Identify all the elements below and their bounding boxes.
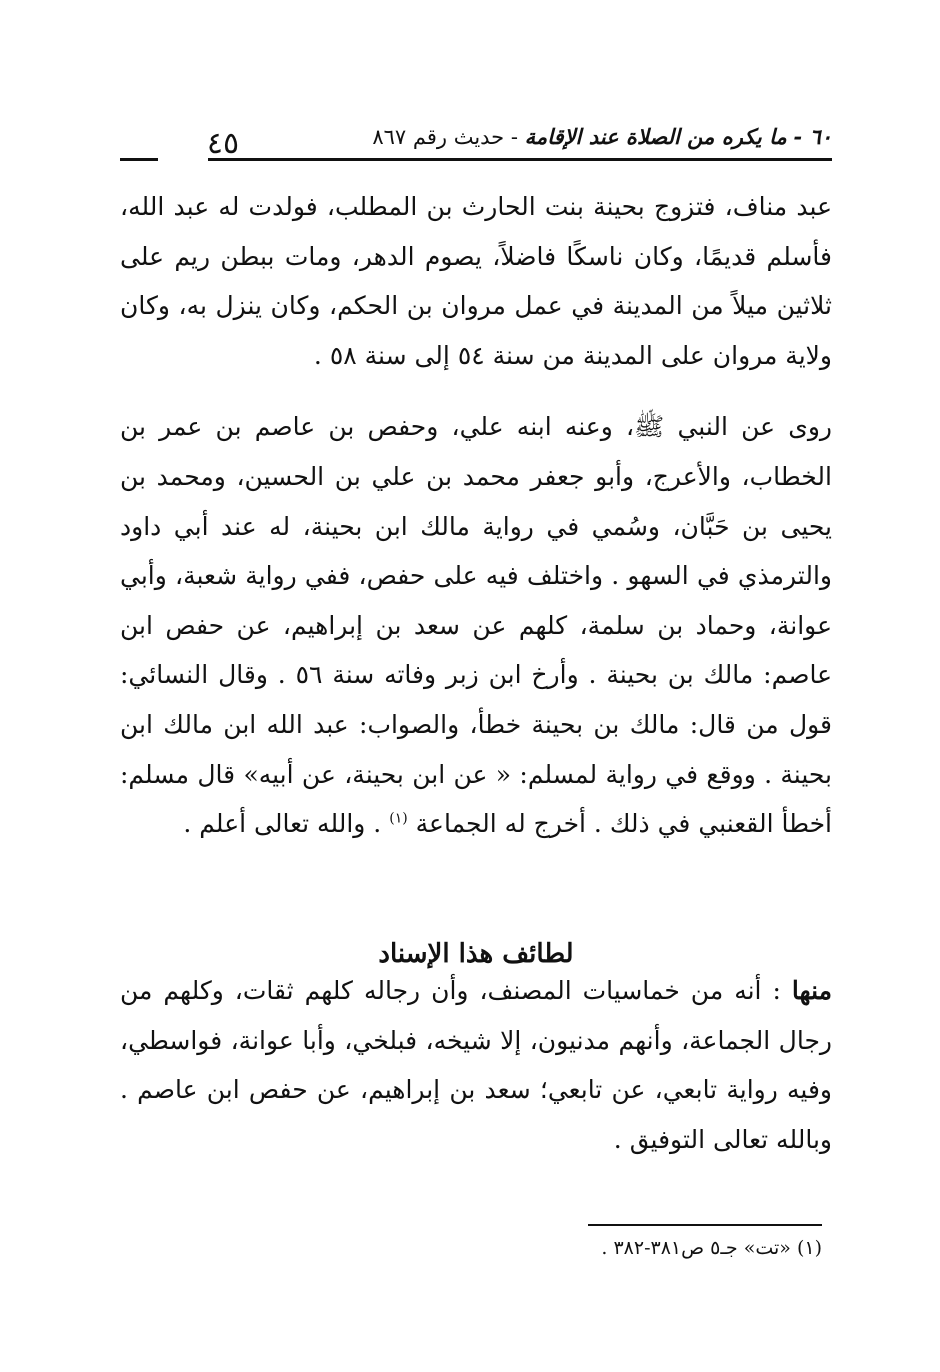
paragraph-1: عبد مناف، فتزوج بحينة بنت الحارث بن المطلب، فولدت له عبد الله، فأسلم قديمًا، وكان ناسكًا فاضلاً، يصوم الدهر، ومات ببطن ريم على ثلاثين ميلاً من المدينة في عمل مروان بن الحكم، وكان ينزل به، وكان ولاية مروان على المدينة من سنة ٥٤ إلى سنة ٥٨ . [120, 192, 832, 370]
paragraph-2-text: روى عن النبي ﷺ، وعنه ابنه علي، وحفص بن عاصم بن عمر بن الخطاب، والأعرج، وأبو جعفر محمد بن علي بن الحسين، ومحمد بن يحيى بن حَبَّان، وسُمي في رواية مالك ابن بحينة، له عند أبي داود والترمذي في السهو . واختلف فيه على حفص، ففي رواية شعبة، وأبي عوانة، وحماد بن سلمة، كلهم عن سعد بن إبراهيم، عن حفص ابن عاصم: مالك بن بحينة . وأرخ ابن زبر وفاته سنة ٥٦ . وقال النسائي: قول من قال: مالك بن بحينة خطأ، والصواب: عبد الله ابن مالك ابن بحينة . ووقع في رواية لمسلم: « عن ابن بحينة، عن أبيه» قال مسلم: أخطأ القعنبي في ذلك . أخرج له الجماعة [120, 412, 832, 839]
footnote-divider [588, 1224, 822, 1226]
body-text [120, 182, 832, 849]
page-header [120, 118, 832, 166]
paragraph-2 [120, 402, 832, 848]
chapter-number: ٦٠ - [793, 124, 832, 149]
running-head [332, 124, 832, 149]
section-paragraph-text: : أنه من خماسيات المصنف، وأن رجاله كلهم ثقات، وكلهم من رجال الجماعة، وأنهم مدنيون، إلا شيخه، فبلخي، وأبا عوانة، فواسطي، وفيه رواية تابعي، عن تابعي؛ سعد بن إبراهيم، عن حفص ابن عاصم . وبالله تعالى التوفيق . [120, 976, 832, 1154]
paragraph-2-end: . والله تعالى أعلم . [183, 809, 382, 839]
page-number: ٤٥ [206, 126, 240, 161]
section-heading: لطائف هذا الإسناد [378, 939, 574, 969]
footnote: (١) «تت» جـ٥ ص٣٨١-٣٨٢ . [601, 1237, 822, 1259]
footnote-marker: (١) [389, 810, 408, 827]
section-body [120, 966, 832, 1164]
header-rule-short [120, 158, 158, 161]
section-paragraph [120, 966, 832, 1164]
lead-word: منها [791, 976, 832, 1005]
chapter-title: ما يكره من الصلاة عند الإقامة [524, 124, 787, 149]
hadith-reference: - حديث رقم ٨٦٧ [372, 125, 518, 149]
header-rule-long [208, 158, 832, 161]
